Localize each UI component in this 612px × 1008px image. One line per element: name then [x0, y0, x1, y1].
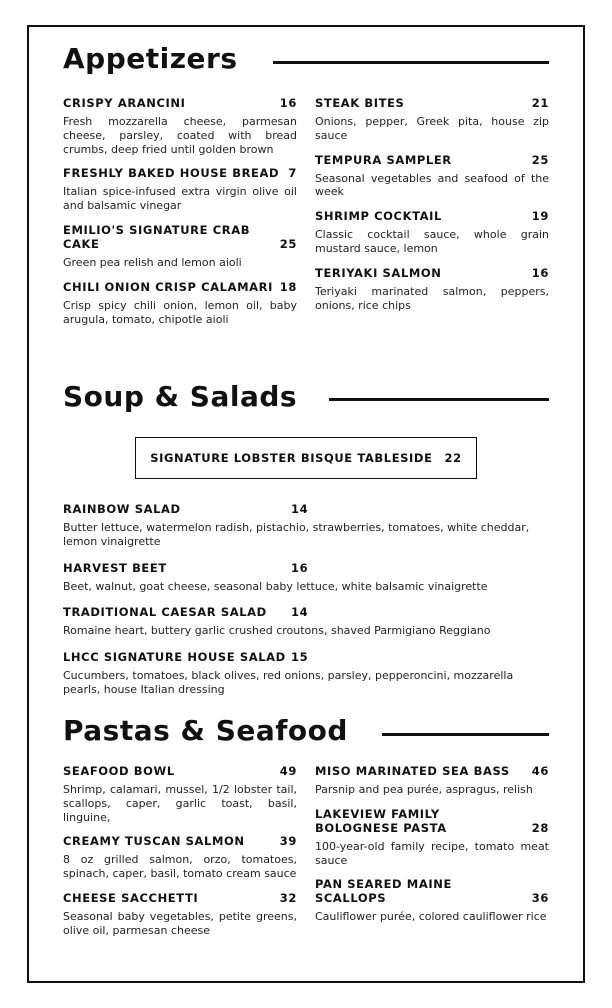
- item-price: 7: [288, 166, 297, 181]
- menu-item: [63, 764, 297, 824]
- section-rule: [329, 398, 549, 401]
- item-price: 16: [531, 265, 549, 280]
- item-price: 15: [291, 650, 309, 665]
- item-name: CHEESE SACCHETTI: [63, 890, 199, 905]
- item-name: PAN SEARED MAINE SCALLOPS: [315, 877, 452, 906]
- menu-item: [315, 877, 549, 924]
- item-price: 16: [279, 96, 297, 110]
- item-price: 36: [531, 891, 549, 906]
- section-rule: [273, 61, 549, 64]
- item-description: Cauliflower purée, colored cauliflower rice: [315, 910, 547, 924]
- item-description: Fresh mozzarella cheese, parmesan cheese, parsley, coated with bread crumbs, deep fried until golden brown: [63, 115, 297, 156]
- item-description: Teriyaki marinated salmon, peppers, onions, rice chips: [315, 284, 549, 312]
- section-rule: [382, 733, 549, 736]
- pastas-left-column: [63, 764, 297, 948]
- item-name: HARVEST BEET: [63, 560, 167, 575]
- item-description: Onions, pepper, Greek pita, house zip sauce: [315, 115, 549, 142]
- appetizers-right-column: [315, 96, 549, 322]
- menu-item: [315, 209, 549, 256]
- item-description: Butter lettuce, watermelon radish, pistachio, strawberries, tomatoes, white cheddar, lemon vinaigrette: [63, 521, 530, 548]
- appetizers-left-column: [63, 96, 297, 336]
- item-price: 32: [279, 890, 297, 905]
- menu-item: [63, 502, 553, 549]
- section-title-pastas: Pastas & Seafood: [63, 714, 348, 747]
- featured-bisque-box: [135, 437, 477, 479]
- item-price: 49: [279, 764, 297, 778]
- item-name: SEAFOOD BOWL: [63, 764, 175, 778]
- menu-item: [63, 650, 553, 697]
- item-name: CREAMY TUSCAN SALMON: [63, 834, 245, 849]
- item-price: 21: [531, 96, 549, 110]
- menu-item: [315, 764, 549, 797]
- menu-item: [63, 166, 297, 213]
- item-price: 39: [279, 834, 297, 849]
- item-price: 14: [291, 502, 309, 516]
- item-name: CHILI ONION CRISP CALAMARI: [63, 279, 273, 294]
- item-description: Shrimp, calamari, mussel, 1/2 lobster tail, scallops, caper, garlic toast, basil, linguine,: [63, 783, 297, 824]
- section-title-soups: Soup & Salads: [63, 380, 298, 413]
- item-price: 28: [531, 820, 549, 835]
- menu-item: [63, 891, 297, 938]
- section-title-appetizers: Appetizers: [63, 42, 238, 75]
- menu-item: [63, 223, 297, 270]
- item-name: EMILIO'S SIGNATURE CRAB CAKE: [63, 222, 251, 251]
- item-name: FRESHLY BAKED HOUSE BREAD: [63, 166, 280, 181]
- featured-item-price: 22: [444, 451, 462, 465]
- item-price: 14: [291, 605, 309, 620]
- item-name: TEMPURA SAMPLER: [315, 152, 452, 167]
- salads-list: [63, 502, 553, 709]
- item-description: 8 oz grilled salmon, orzo, tomatoes, spinach, caper, basil, tomato cream sauce: [63, 853, 297, 881]
- item-name: TERIYAKI SALMON: [315, 265, 442, 280]
- item-price: 16: [291, 560, 309, 575]
- item-price: 25: [279, 236, 297, 251]
- item-price: 46: [531, 764, 549, 778]
- item-description: Beet, walnut, goat cheese, seasonal baby lettuce, white balsamic vinaigrette: [63, 579, 488, 593]
- item-name: STEAK BITES: [315, 96, 405, 110]
- item-name: CRISPY ARANCINI: [63, 96, 186, 110]
- item-description: Romaine heart, buttery garlic crushed croutons, shaved Parmigiano Reggiano: [63, 624, 491, 638]
- item-description: Seasonal baby vegetables, petite greens, olive oil, parmesan cheese: [63, 909, 297, 937]
- item-name: LHCC SIGNATURE HOUSE SALAD: [63, 650, 286, 665]
- menu-item: [63, 834, 297, 881]
- menu-item: [63, 561, 553, 594]
- item-price: 19: [531, 209, 549, 224]
- item-name: TRADITIONAL CAESAR SALAD: [63, 605, 267, 620]
- item-description: 100-year-old family recipe, tomato meat sauce: [315, 839, 549, 867]
- menu-item: [315, 153, 549, 200]
- menu-item: [315, 807, 549, 868]
- menu-item: [63, 96, 297, 156]
- menu-item: [63, 280, 297, 327]
- item-description: Green pea relish and lemon aioli: [63, 255, 242, 269]
- pastas-right-column: [315, 764, 549, 934]
- featured-item-name: SIGNATURE LOBSTER BISQUE TABLESIDE: [150, 451, 433, 465]
- item-description: Crisp spicy chili onion, lemon oil, baby arugula, tomato, chipotle aioli: [63, 298, 297, 326]
- item-description: Italian spice-infused extra virgin olive oil and balsamic vinegar: [63, 185, 297, 213]
- item-description: Parsnip and pea purée, aspragus, relish: [315, 783, 533, 796]
- menu-item: [315, 266, 549, 313]
- item-name: RAINBOW SALAD: [63, 502, 181, 516]
- menu-item: [63, 605, 553, 638]
- item-name: MISO MARINATED SEA BASS: [315, 764, 510, 778]
- menu-item: [315, 96, 549, 143]
- item-price: 25: [531, 152, 549, 167]
- item-price: 18: [279, 279, 297, 294]
- item-description: Seasonal vegetables and seafood of the week: [315, 171, 549, 199]
- item-description: Classic cocktail sauce, whole grain mustard sauce, lemon: [315, 228, 549, 255]
- item-description: Cucumbers, tomatoes, black olives, red onions, parsley, pepperoncini, mozzarella pearls, house Italian dressing: [63, 669, 514, 696]
- item-name: LAKEVIEW FAMILY BOLOGNESE PASTA: [315, 806, 447, 835]
- item-name: SHRIMP COCKTAIL: [315, 209, 442, 224]
